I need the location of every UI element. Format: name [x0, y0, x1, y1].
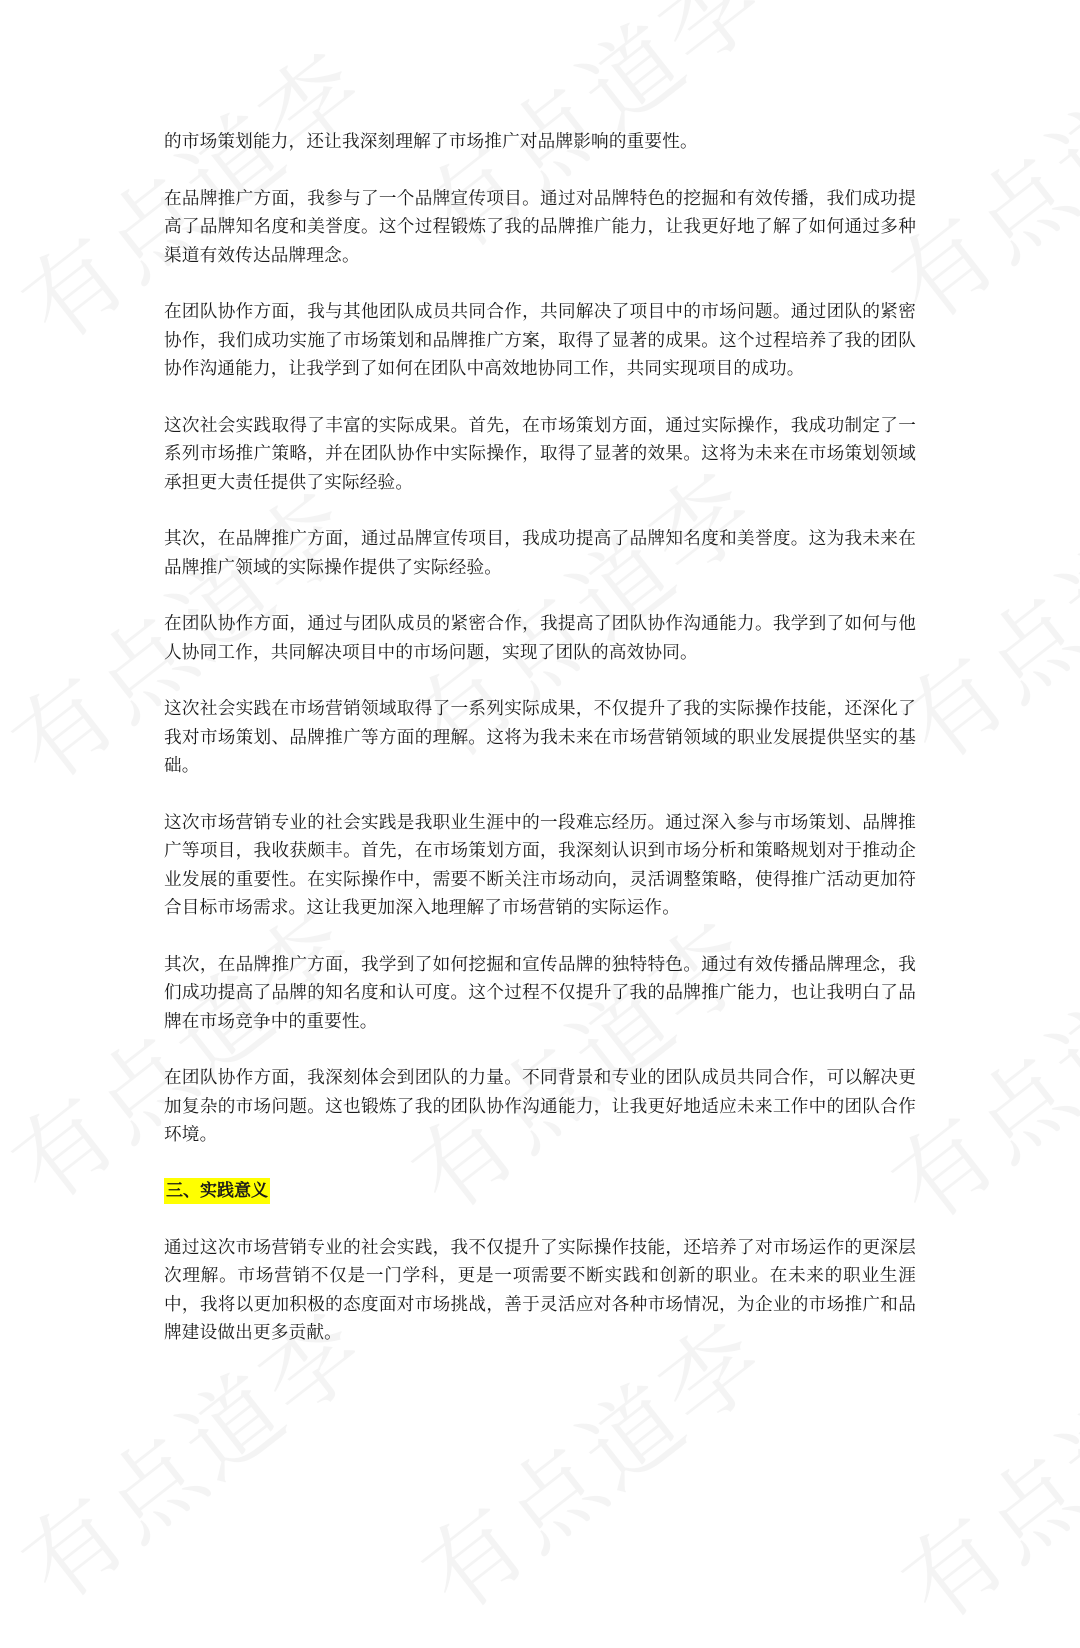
paragraph: 在品牌推广方面，我参与了一个品牌宣传项目。通过对品牌特色的挖掘和有效传播，我们成功提高了品牌知名度和美誉度。这个过程锻炼了我的品牌推广能力，让我更好地了解了如何通过多种渠道有效传达品牌理念。	[164, 188, 916, 266]
paragraph: 通过这次市场营销专业的社会实践，我不仅提升了实际操作技能，还培养了对市场运作的更深层次理解。市场营销不仅是一门学科，更是一项需要不断实践和创新的职业。在未来的职业生涯中，我将以更加积极的态度面对市场挑战，善于灵活应对各种市场情况，为企业的市场推广和品牌建设做出更多贡献。	[164, 1237, 916, 1343]
paragraph: 的市场策划能力，还让我深刻理解了市场推广对品牌影响的重要性。	[164, 132, 698, 152]
section-heading: 三、实践意义	[164, 1178, 270, 1204]
section-heading-wrap	[164, 1178, 916, 1234]
paragraph: 在团队协作方面，通过与团队成员的紧密合作，我提高了团队协作沟通能力。我学到了如何与他人协同工作，共同解决项目中的市场问题，实现了团队的高效协同。	[164, 614, 916, 663]
paragraph: 在团队协作方面，我深刻体会到团队的力量。不同背景和专业的团队成员共同合作，可以解决更加复杂的市场问题。这也锻炼了我的团队协作沟通能力，让我更好地适应未来工作中的团队合作环境。	[164, 1068, 916, 1145]
paragraph: 这次社会实践取得了丰富的实际成果。首先，在市场策划方面，通过实际操作，我成功制定了一系列市场推广策略，并在团队协作中实际操作，取得了显著的效果。这将为未来在市场策划领域承担更大责任提供了实际经验。	[164, 415, 916, 493]
paragraph: 其次，在品牌推广方面，我学到了如何挖掘和宣传品牌的独特特色。通过有效传播品牌理念，我们成功提高了品牌的知名度和认可度。这个过程不仅提升了我的品牌推广能力，也让我明白了品牌在市场竞争中的重要性。	[164, 954, 916, 1032]
paragraph: 这次社会实践在市场营销领域取得了一系列实际成果，不仅提升了我的实际操作技能，还深化了我对市场策划、品牌推广等方面的理解。这将为我未来在市场营销领域的职业发展提供坚实的基础。	[164, 699, 916, 776]
paragraph: 这次市场营销专业的社会实践是我职业生涯中的一段难忘经历。通过深入参与市场策划、品牌推广等项目，我收获颇丰。首先，在市场策划方面，我深刻认识到市场分析和策略规划对于推动企业发展的重要性。在实际操作中，需要不断关注市场动向，灵活调整策略，使得推广活动更加符合目标市场需求。这让我更加深入地理解了市场营销的实际运作。	[164, 812, 916, 918]
paragraph: 在团队协作方面，我与其他团队成员共同合作，共同解决了项目中的市场问题。通过团队的紧密协作，我们成功实施了市场策划和品牌推广方案，取得了显著的成果。这个过程培养了我的团队协作沟通能力，让我学到了如何在团队中高效地协同工作，共同实现项目的成功。	[164, 302, 916, 379]
document-page	[164, 128, 916, 1376]
paragraph: 其次，在品牌推广方面，通过品牌宣传项目，我成功提高了品牌知名度和美誉度。这为我未来在品牌推广领域的实际操作提供了实际经验。	[164, 529, 916, 578]
